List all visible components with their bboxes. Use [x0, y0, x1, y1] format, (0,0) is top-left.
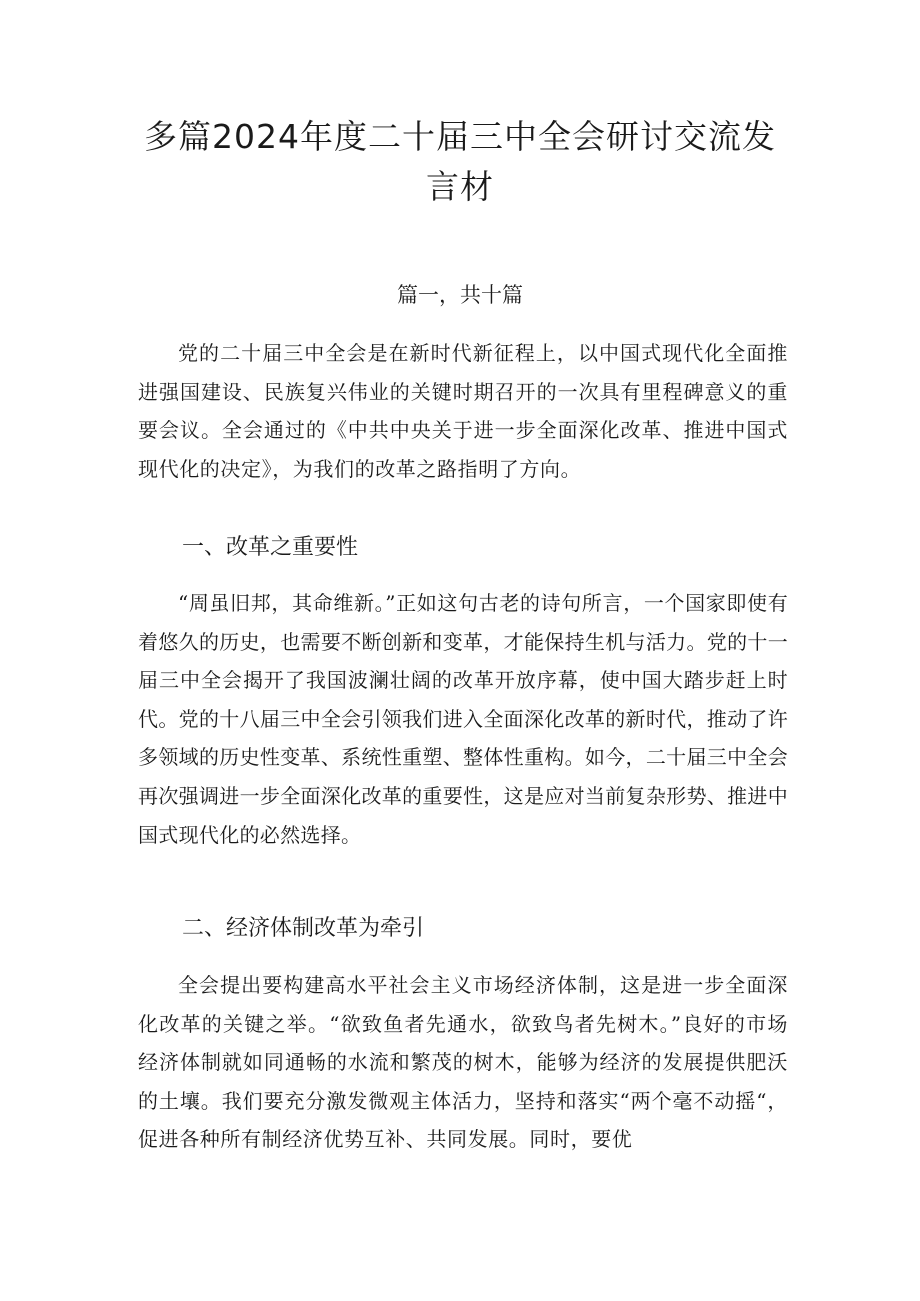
section-body-economic-reform: 全会提出要构建高水平社会主义市场经济体制，这是进一步全面深化改革的关键之举。“欲致鱼者先通水，欲致鸟者先树木。”良好的市场经济体制就如同通畅的水流和繁茂的树木，能够为经济的发展提供肥沃的土壤。我们要充分激发微观主体活力，坚持和落实“两个毫不动摇“，促进各种所有制经济优势互补、共同发展。同时，要优 [138, 973, 788, 1152]
document-title: 多篇2024年度二十届三中全会研讨交流发言材 [144, 117, 776, 206]
document-subtitle: 篇一，共十篇 [397, 283, 523, 307]
section-heading-economic-reform: 二、经济体制改革为牵引 [182, 916, 425, 941]
section-heading-importance: 一、改革之重要性 [182, 535, 359, 560]
intro-paragraph: 党的二十届三中全会是在新时代新征程上，以中国式现代化全面推进强国建设、民族复兴伟业的关键时期召开的一次具有里程碑意义的重要会议。全会通过的《中共中央关于进一步全面深化改革、推进中国式现代化的决定》，为我们的改革之路指明了方向。 [138, 341, 788, 481]
section-body-importance: “周虽旧邦，其命维新。”正如这句古老的诗句所言，一个国家即使有着悠久的历史，也需要不断创新和变革，才能保持生机与活力。党的十一届三中全会揭开了我国波澜壮阔的改革开放序幕，使中国大踏步赶上时代。党的十八届三中全会引领我们进入全面深化改革的新时代，推动了许多领域的历史性变革、系统性重塑、整体性重构。如今，二十届三中全会再次强调进一步全面深化改革的重要性，这是应对当前复杂形势、推进中国式现代化的必然选择。 [138, 591, 788, 847]
